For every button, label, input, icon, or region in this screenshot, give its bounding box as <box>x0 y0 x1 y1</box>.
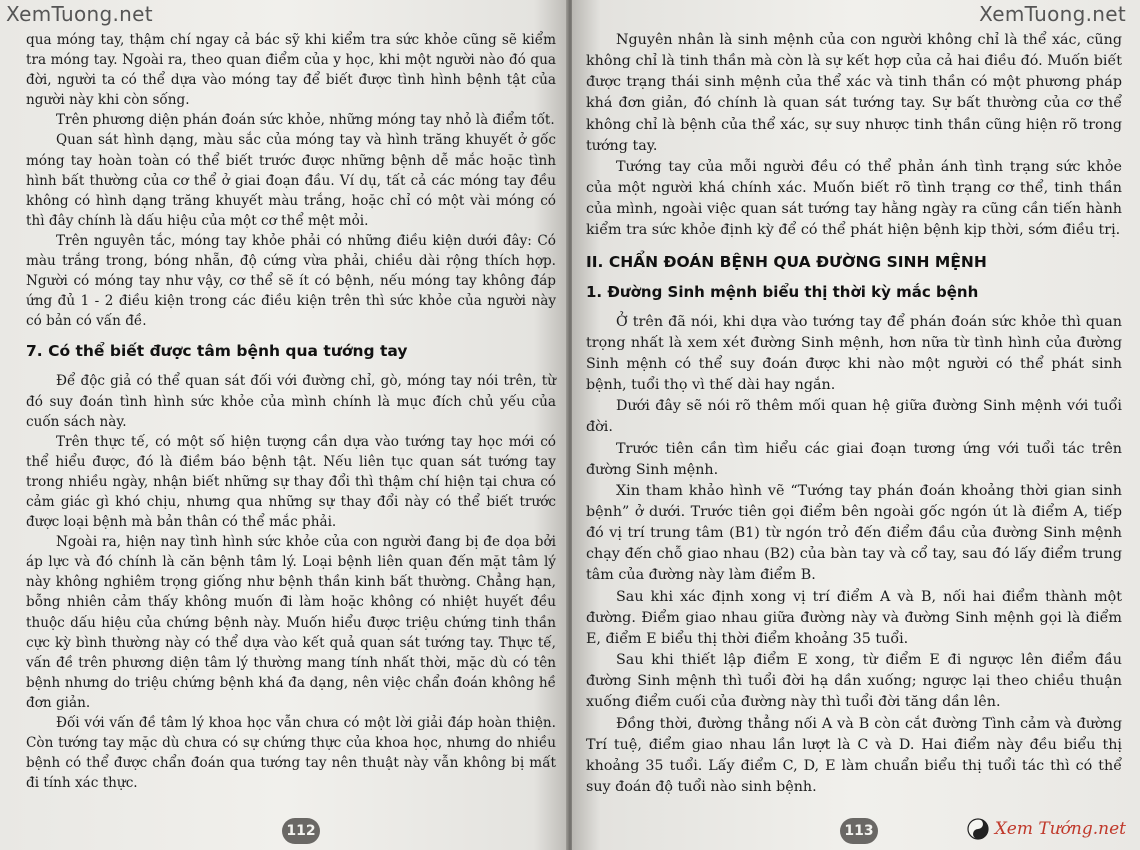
watermark-left: XemTuong.net <box>6 2 153 26</box>
paragraph: Xin tham khảo hình vẽ “Tướng tay phán đoán khoảng thời gian sinh bệnh” ở dưới. Trước tiên gọi điểm bên ngoài gốc ngón út là điểm A, tiếp đó vị trí trung tâm (B1) từ ngón trỏ đến điểm đầu của đường Sinh mệnh chạy đến chỗ giao nhau (B2) của bàn tay và cổ tay, sau đó lấy điểm trung tâm của đường này làm điểm B. <box>586 482 1122 584</box>
yin-yang-icon <box>967 818 989 840</box>
page-number-left: 112 <box>282 818 320 844</box>
paragraph: Để độc giả có thể quan sát đối với đường chỉ, gò, móng tay nói trên, từ đó suy đoán tình hình sức khỏe của mình chính là mục đích chủ yếu của cuốn sách này. <box>26 373 556 430</box>
paragraph: Trước tiên cần tìm hiểu các giai đoạn tương ứng với tuổi tác trên đường Sinh mệnh. <box>586 440 1122 478</box>
paragraph: Nguyên nhân là sinh mệnh của con người không chỉ là thể xác, cũng không chỉ là tinh thần mà còn là sự kết hợp của cả hai điều đó. Muốn biết được trạng thái sinh mệnh của thể xác và tinh thần có một phương pháp khá đơn giản, đó chính là quan sát tướng tay. Sự bất thường của cơ thể không chỉ là bệnh của thể xác, sự suy nhược tinh thần cũng hiện rõ trong tướng tay. <box>586 32 1122 154</box>
paragraph: Ở trên đã nói, khi dựa vào tướng tay để phán đoán sức khỏe thì quan trọng nhất là xem xét đường Sinh mệnh, hơn nữa từ tình hình của đường Sinh mệnh có thể suy đoán được khi nào một người có thể phát sinh bệnh, tuổi thọ vì thế dài hay ngắn. <box>586 313 1122 394</box>
section-heading: 1. Đường Sinh mệnh biểu thị thời kỳ mắc bệnh <box>586 282 979 301</box>
chapter-heading: II. CHẨN ĐOÁN BỆNH QUA ĐƯỜNG SINH MỆNH <box>586 252 987 271</box>
site-logo[interactable] <box>967 818 1126 840</box>
paragraph: Dưới đây sẽ nói rõ thêm mối quan hệ giữa đường Sinh mệnh với tuổi đời. <box>586 398 1122 436</box>
paragraph: Trên thực tế, có một số hiện tượng cần dựa vào tướng tay học mới có thể hiểu được, đó là điềm báo bệnh tật. Nếu liên tục quan sát tướng tay trong nhiều ngày, nhận biết những sự thay đổi thì thậm chí hiện tại chưa có cảm giác gì khó chịu, nhưng qua những sự thay đổi này có thể biết trước được loại bệnh mà bản thân có thể mắc phải. <box>26 433 556 531</box>
paragraph: Ngoài ra, hiện nay tình hình sức khỏe của con người đang bị đe dọa bởi áp lực và đó chính là căn bệnh tâm lý. Loại bệnh liên quan đến mặt tâm lý này không nghiêm trọng giống như bệnh thần kinh bất thường. Chẳng hạn, bỗng nhiên cảm thấy không muốn đi làm hoặc không có nhiệt huyết đều thuộc dấu hiệu của chứng bệnh này. Muốn hiểu được triệu chứng tinh thần cực kỳ bình thường này có thể dựa vào kết quả quan sát tướng tay. Thực tế, vấn đề trên phương diện tâm lý thường mang tính nhất thời, mặc dù có tên bệnh nhưng do triệu chứng bệnh khá đa dạng, nên việc chẩn đoán không hề đơn giản. <box>26 534 556 711</box>
paragraph: Trên phương diện phán đoán sức khỏe, những móng tay nhỏ là điểm tốt. <box>56 112 555 129</box>
paragraph: Sau khi xác định xong vị trí điểm A và B, nối hai điểm thành một đường. Điểm giao nhau giữa đường này và đường Sinh mệnh gọi là điểm E, điểm E biểu thị thời điểm khoảng 35 tuổi. <box>586 588 1122 647</box>
section-heading: 7. Có thể biết được tâm bệnh qua tướng tay <box>26 342 408 361</box>
logo-text: Xem Tướng.net <box>994 819 1126 839</box>
paragraph: Đối với vấn đề tâm lý khoa học vẫn chưa có một lời giải đáp hoàn thiện. Còn tướng tay mặc dù chưa có sự chứng thực của khoa học, nhưng do nhiều bệnh có thể được chẩn đoán qua tướng tay nên thuật này vẫn không bị mất đi tính xác thực. <box>26 715 556 792</box>
paragraph: Sau khi thiết lập điểm E xong, từ điểm E đi ngược lên điểm đầu đường Sinh mệnh thì tuổi đời hạ dần xuống; ngược lại theo chiều thuận xuống điểm cuối của đường này thì tuổi đời tăng dần lên. <box>586 652 1122 711</box>
page-number-right: 113 <box>840 818 878 844</box>
paragraph: qua móng tay, thậm chí ngay cả bác sỹ khi kiểm tra sức khỏe cũng sẽ kiểm tra móng tay. Ngoài ra, theo quan điểm của y học, khi một người nào đó qua đời, người ta có thể dựa vào móng tay để biết được tình hình bệnh tật của người này khi còn sống. <box>26 32 556 109</box>
watermark-right: XemTuong.net <box>979 2 1126 26</box>
paragraph: Tướng tay của mỗi người đều có thể phản ánh tình trạng sức khỏe của một người khá chính xác. Muốn biết rõ tình trạng cơ thể, tinh thần của mình, ngoài việc quan sát tướng tay hằng ngày ra cũng cần tiến hành kiểm tra sức khỏe định kỳ để có thể phát hiện bệnh kịp thời, sớm điều trị. <box>586 158 1122 239</box>
paragraph: Trên nguyên tắc, móng tay khỏe phải có những điều kiện dưới đây: Có màu trắng trong, bóng nhẵn, độ cứng vừa phải, chiều dài rộng thích hợp. Người có móng tay như vậy, cơ thể sẽ ít có bệnh, nếu móng tay không đáp ứng đủ 1 - 2 điều kiện trong các điều kiện trên thì sức khỏe của người này có bản có vấn đề. <box>26 232 556 330</box>
right-page <box>572 0 1140 850</box>
left-page <box>0 0 568 850</box>
paragraph: Đồng thời, đường thẳng nối A và B còn cắt đường Tình cảm và đường Trí tuệ, điểm giao nhau lần lượt là C và D. Hai điểm này đều biểu thị khoảng 35 tuổi. Lấy điểm C, D, E làm chuẩn biểu thị tuổi tác thì có thể suy đoán độ tuổi nào sinh bệnh. <box>586 715 1122 795</box>
paragraph: Quan sát hình dạng, màu sắc của móng tay và hình trăng khuyết ở gốc móng tay hoàn toàn có thể biết trước được những bệnh dễ mắc hoặc tình hình bất thường của cơ thể ở giai đoạn đầu. Ví dụ, tất cả các móng tay đều không có hình dạng trăng khuyết màu trắng, hoặc chỉ có một vài móng có thì đây chính là dấu hiệu của một cơ thể mệt mỏi. <box>26 132 556 229</box>
